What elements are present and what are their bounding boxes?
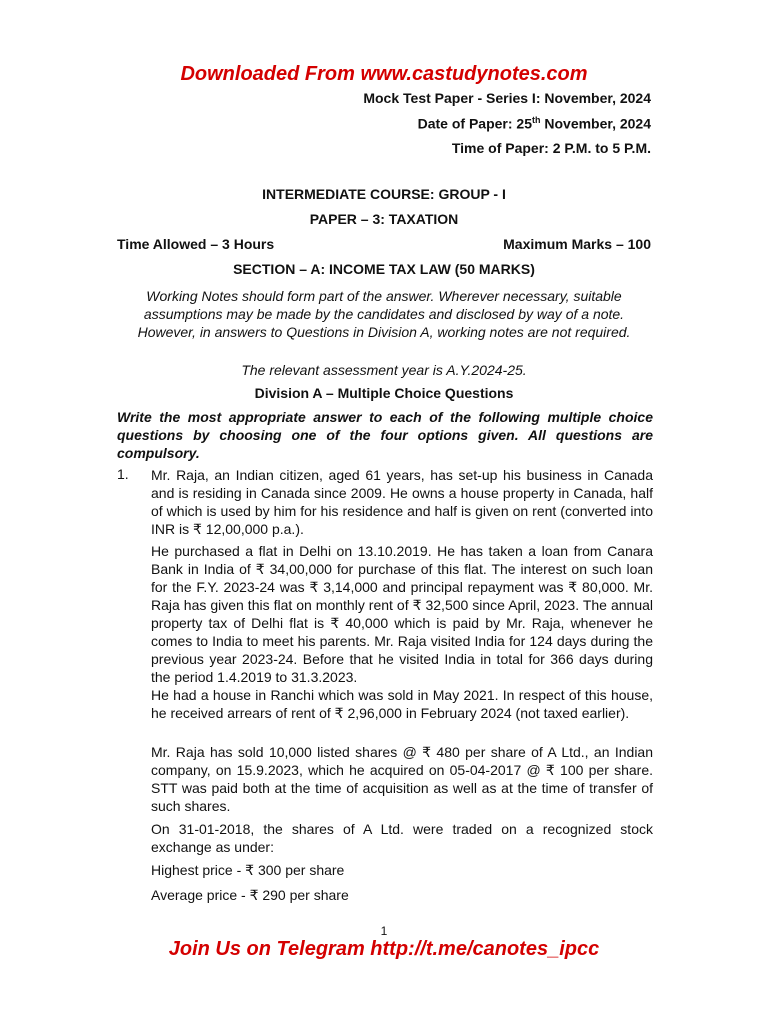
section-title: SECTION – A: INCOME TAX LAW (50 MARKS) <box>233 261 535 277</box>
price-line: Highest price - ₹ 300 per share <box>151 862 345 878</box>
assessment-year: The relevant assessment year is A.Y.2024-25. <box>241 362 527 378</box>
question-number: 1. <box>117 466 129 482</box>
series-line: Mock Test Paper - Series I: November, 2024 <box>363 90 651 106</box>
price-line: Average price - ₹ 290 per share <box>151 887 349 903</box>
course-title: INTERMEDIATE COURSE: GROUP - I <box>262 186 506 202</box>
paper-title: PAPER – 3: TAXATION <box>309 211 459 227</box>
max-marks: Maximum Marks – 100 <box>503 236 651 252</box>
date-line <box>418 115 651 132</box>
time-line: Time of Paper: 2 P.M. to 5 P.M. <box>451 140 651 156</box>
date-sup: th <box>531 115 541 125</box>
question-paragraph: Mr. Raja, an Indian citizen, aged 61 years, has set-up his business in Canada and is residing in Canada since 2009. He owns a house property in Canada, half of which is used by him for his residence and half is given on rent (converted into INR is ₹ 12,00,000 p.a.). <box>151 467 653 537</box>
question-paragraph: Mr. Raja has sold 10,000 listed shares @ ₹ 480 per share of A Ltd., an Indian company, on 15.9.2023, which he acquired on 05-04-2017 @ ₹ 100 per share. STT was paid both at the time of acquisition as well as at the time of transfer of such shares. <box>151 744 653 814</box>
page-number: 1 <box>380 924 388 938</box>
question-paragraph: He had a house in Ranchi which was sold in May 2021. In respect of this house, he received arrears of rent of ₹ 2,96,000 in February 2024 (not taxed earlier). <box>151 687 653 721</box>
question-paragraph: On 31-01-2018, the shares of A Ltd. were traded on a recognized stock exchange as under: <box>151 821 653 855</box>
question-paragraph: He purchased a flat in Delhi on 13.10.2019. He has taken a loan from Canara Bank in India of ₹ 34,00,000 for purchase of this flat. The interest on such loan for the F.Y. 2023-24 was ₹ 3,14,000 and principal repayment was ₹ 80,000. Mr. Raja has given this flat on monthly rent of ₹ 32,500 since April, 2023. The annual property tax of Delhi flat is ₹ 40,000 which is paid by Mr. Raja, whenever he comes to India to meet his parents. Mr. Raja visited India for 124 days during the previous year 2023-24. Before that he visited India in total for 366 days during the period 1.4.2019 to 31.3.2023. <box>151 543 653 685</box>
time-allowed: Time Allowed – 3 Hours <box>117 236 275 252</box>
division-title: Division A – Multiple Choice Questions <box>254 385 514 401</box>
date-prefix: Date of Paper: 25 <box>417 115 532 132</box>
working-notes: Working Notes should form part of the answer. Wherever necessary, suitable assumptions may be made by the candidates and disclosed by way of a note. However, in answers to Questions in Division A, working notes are not required. <box>137 288 631 340</box>
exam-info-row <box>117 236 651 252</box>
telegram-banner[interactable]: Join Us on Telegram http://t.me/canotes_ipcc <box>168 938 600 960</box>
mcq-instruction: Write the most appropriate answer to each of the following multiple choice questions by choosing one of the four options given. All questions are compulsory. <box>117 409 653 461</box>
date-suffix: November, 2024 <box>540 115 651 132</box>
download-banner[interactable]: Downloaded From www.castudynotes.com <box>180 63 588 85</box>
